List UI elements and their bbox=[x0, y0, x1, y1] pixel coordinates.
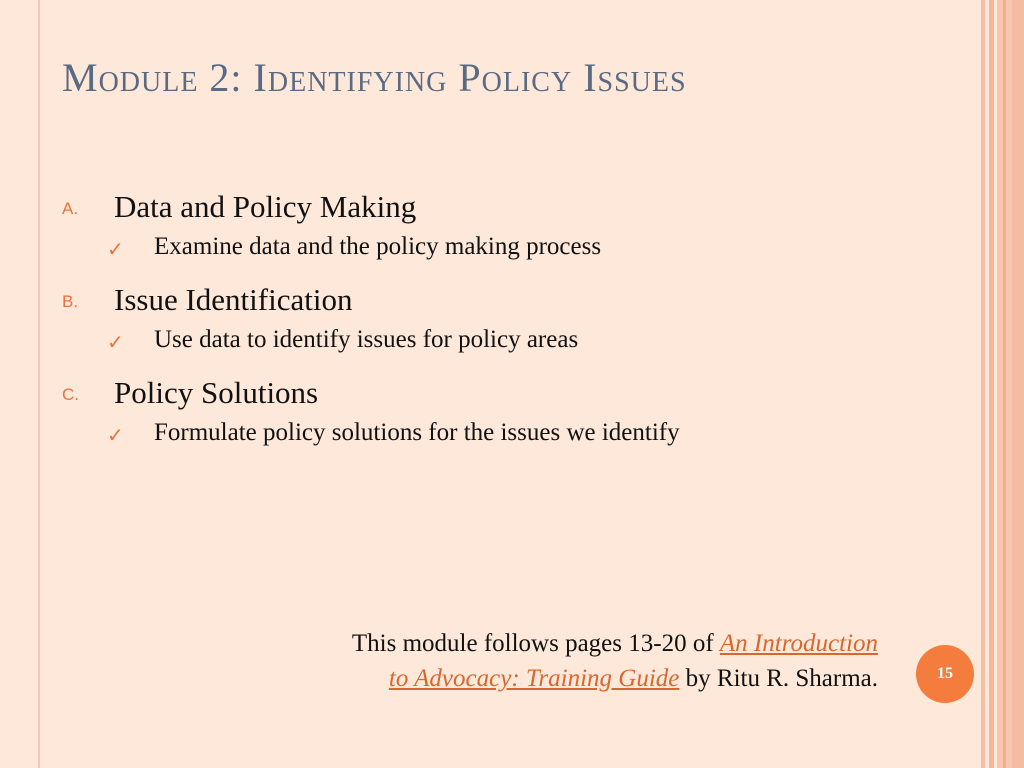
decor-stripe bbox=[989, 0, 994, 768]
sub-item-label: Examine data and the policy making process bbox=[154, 233, 602, 260]
slide-title: Module 2: Identifying Policy Issues bbox=[62, 55, 687, 100]
checkmark-icon: ✓ bbox=[107, 237, 124, 261]
list-item bbox=[62, 185, 962, 231]
sub-item-label: Formulate policy solutions for the issues we identify bbox=[154, 419, 680, 446]
page-number-badge: 15 bbox=[916, 645, 974, 703]
list-item bbox=[62, 278, 962, 324]
sub-item bbox=[62, 231, 962, 278]
checkmark-icon: ✓ bbox=[107, 423, 124, 447]
source-note-prefix: This module follows pages 13-20 of bbox=[351, 630, 720, 657]
decor-stripe bbox=[1003, 0, 1006, 768]
checkmark-icon: ✓ bbox=[107, 330, 124, 354]
list-marker: B. bbox=[62, 292, 79, 311]
decor-stripe bbox=[1012, 0, 1024, 768]
sub-item bbox=[62, 417, 962, 464]
list-item bbox=[62, 371, 962, 417]
decor-stripe bbox=[981, 0, 985, 768]
guide-link-cont[interactable]: to Advocacy: Training Guide bbox=[388, 665, 680, 692]
bullet-list bbox=[62, 185, 962, 464]
list-marker: A. bbox=[62, 199, 79, 218]
list-item-label: Issue Identification bbox=[114, 282, 353, 317]
list-item-label: Data and Policy Making bbox=[114, 189, 417, 224]
decor-line bbox=[38, 0, 40, 768]
source-note-suffix: by Ritu R. Sharma. bbox=[679, 665, 878, 692]
source-note bbox=[352, 626, 878, 696]
sub-item-label: Use data to identify issues for policy areas bbox=[154, 326, 579, 353]
list-item-label: Policy Solutions bbox=[114, 375, 319, 410]
sub-item bbox=[62, 324, 962, 371]
guide-link[interactable]: An Introduction bbox=[719, 630, 878, 657]
list-marker: C. bbox=[62, 385, 79, 404]
